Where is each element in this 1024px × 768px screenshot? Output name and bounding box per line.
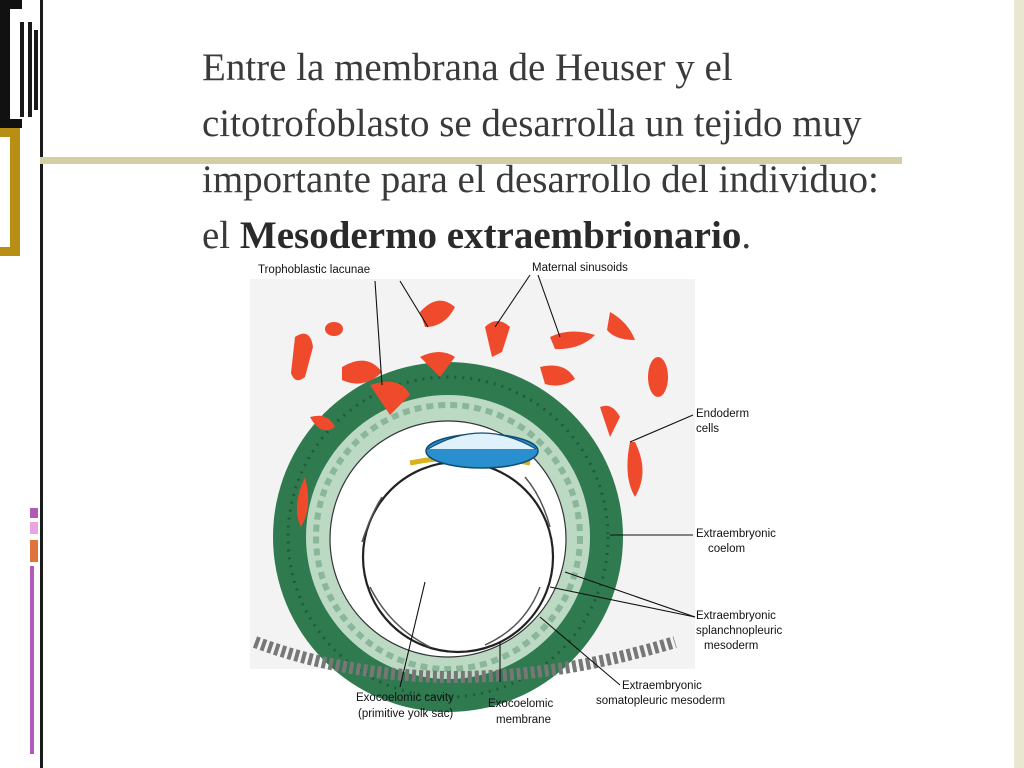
stripe-bottom-purple [30,566,34,754]
deco-square-orange [30,540,38,562]
exocoelomic-cavity [363,462,553,652]
label-splanch-1: Extraembryonic [696,610,776,622]
stripe-top-3 [34,30,38,110]
text-line-4-prefix: el [202,214,240,257]
stripe-top-2 [28,22,32,117]
label-splanch-2: splanchnopleuric [696,625,783,637]
label-coelom-2: coelom [708,543,746,555]
right-edge-band [1014,0,1024,768]
embryo-diagram [250,257,810,737]
stripe-top-1 [20,22,24,117]
label-somato-1: Extraembryonic [622,680,702,692]
text-line-4-suffix: . [741,214,752,257]
label-exomem-1: Exocoelomic [488,698,554,710]
left-bracket [0,0,22,128]
label-somato-2: somatopleuric mesoderm [596,695,726,707]
text-line-4-bold: Mesodermo extraembrionario [239,214,742,257]
deco-square-purple [30,508,38,518]
left-border-line [40,0,43,768]
label-trophoblastic-lacunae: Trophoblastic lacunae [258,264,371,276]
label-endoderm-2: cells [696,423,720,435]
label-maternal-sinusoids: Maternal sinusoids [532,262,628,274]
text-line-4 [202,208,982,264]
text-line-3: importante para el desarrollo del individuo: [202,158,879,201]
label-exocav-2: (primitive yolk sac) [358,708,454,720]
label-coelom-1: Extraembryonic [696,528,776,540]
label-exomem-2: membrane [496,714,551,726]
slide-text [202,40,982,264]
right-bracket [0,128,20,256]
deco-square-pink [30,522,38,534]
text-line-1: Entre la membrana de Heuser y el [202,46,733,89]
text-line-2: citotrofoblasto se desarrolla un tejido muy [202,102,862,145]
label-splanch-3: mesoderm [704,640,759,652]
label-exocav-1: Exocoelomic cavity [356,692,454,704]
label-endoderm-1: Endoderm [696,408,750,420]
